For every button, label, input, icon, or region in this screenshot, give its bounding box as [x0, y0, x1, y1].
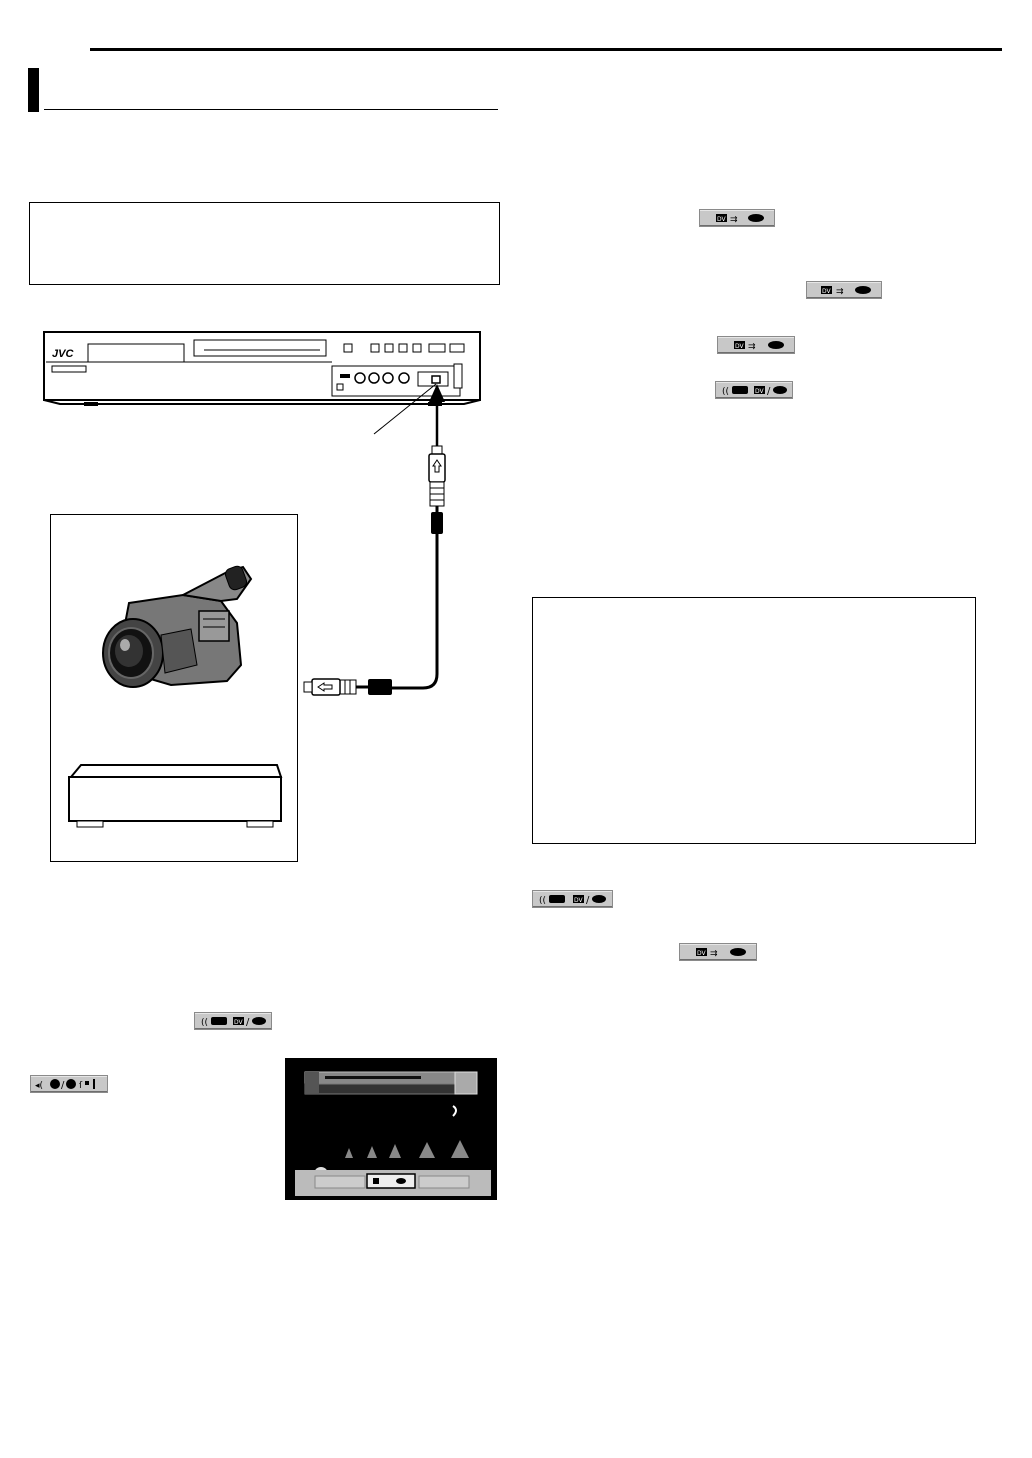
svg-text:/: /	[61, 1080, 65, 1091]
remote-dv-disc-icon	[532, 890, 613, 908]
svg-text:((: ((	[722, 387, 730, 397]
svg-text:◂(: ◂(	[35, 1081, 44, 1091]
svg-text:DV: DV	[735, 343, 744, 350]
section-rule	[44, 109, 498, 110]
svg-text:ſ: ſ	[79, 1081, 83, 1091]
deck-brand-logo: JVC	[52, 348, 74, 360]
remote-dv-disc-icon	[715, 381, 793, 399]
dv-to-disc-icon	[717, 336, 795, 354]
source-device-box	[50, 514, 298, 862]
svg-text:⇉: ⇉	[748, 342, 756, 352]
info-box	[532, 597, 976, 844]
dv-to-disc-icon	[699, 209, 775, 227]
svg-text:⇉: ⇉	[730, 215, 738, 225]
svg-text:/: /	[246, 1017, 250, 1028]
on-screen-display	[285, 1058, 497, 1200]
svg-text:DV: DV	[717, 216, 726, 223]
svg-text:⇉: ⇉	[836, 287, 844, 297]
header-rule	[90, 48, 1002, 51]
svg-text:⇉: ⇉	[710, 949, 718, 959]
svg-text:DV: DV	[574, 897, 583, 904]
audio-channel-select-icon	[30, 1075, 108, 1093]
svg-text:DV: DV	[697, 950, 706, 957]
note-box	[29, 202, 500, 285]
svg-text:((: ((	[539, 896, 547, 906]
svg-text:((: ((	[201, 1018, 209, 1028]
camcorder-icon	[51, 515, 297, 861]
svg-text:DV: DV	[822, 288, 831, 295]
dv-to-disc-icon	[679, 943, 757, 961]
svg-text:DV: DV	[755, 388, 764, 395]
section-marker	[28, 68, 39, 112]
osd-screenshot	[285, 1058, 497, 1200]
remote-dv-disc-icon	[194, 1012, 272, 1030]
svg-text:/: /	[586, 895, 590, 906]
dv-to-disc-icon	[806, 281, 882, 299]
svg-text:DV: DV	[234, 1019, 243, 1026]
svg-text:/: /	[767, 386, 771, 397]
